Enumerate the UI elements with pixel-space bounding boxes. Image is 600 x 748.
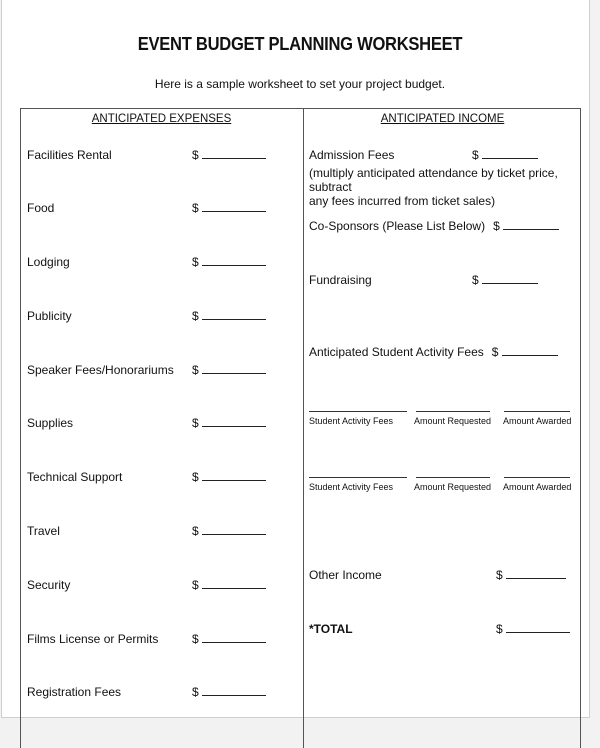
expense-amount-field[interactable] [192, 363, 266, 377]
fee-label: Student Activity Fees [309, 416, 394, 426]
cosponsors-label: Co-Sponsors (Please List Below) [309, 219, 486, 233]
document-title: EVENT BUDGET PLANNING WORKSHEET [137, 34, 463, 54]
expenses-header: ANTICIPATED EXPENSES [91, 113, 232, 125]
dollar-sign: $ [192, 309, 199, 323]
dollar-sign: $ [472, 148, 479, 162]
fee-line-1b[interactable] [416, 411, 490, 412]
expense-amount-field[interactable] [192, 632, 266, 646]
admission-note [309, 166, 577, 208]
expense-label: Registration Fees [27, 685, 122, 699]
fee-label: Amount Awarded [503, 482, 572, 492]
dollar-sign: $ [192, 148, 199, 162]
dollar-sign: $ [192, 255, 199, 269]
expense-amount-field[interactable] [192, 470, 266, 484]
income-header: ANTICIPATED INCOME [380, 113, 505, 125]
expense-amount-field[interactable] [192, 201, 266, 215]
expense-amount-field[interactable] [192, 524, 266, 538]
dollar-sign: $ [192, 363, 199, 377]
total-label: *TOTAL [309, 622, 353, 636]
student-activity-row [309, 345, 558, 359]
dollar-sign: $ [192, 416, 199, 430]
fee-line-1a[interactable] [309, 411, 407, 412]
dollar-sign: $ [491, 345, 499, 359]
column-divider [303, 108, 304, 748]
expense-amount-field[interactable] [192, 416, 266, 430]
admission-fees-label: Admission Fees [309, 148, 395, 162]
expense-label: Technical Support [27, 470, 123, 484]
fee-line-2c[interactable] [504, 477, 570, 478]
expense-label: Travel [27, 524, 60, 538]
dollar-sign: $ [192, 578, 199, 592]
fee-label: Amount Requested [414, 416, 492, 426]
dollar-sign: $ [496, 568, 503, 582]
expense-label: Facilities Rental [27, 148, 112, 162]
expense-label: Security [27, 578, 71, 592]
other-income-label: Other Income [309, 568, 382, 582]
expense-label: Speaker Fees/Honorariums [27, 363, 174, 377]
other-income-field[interactable] [496, 568, 566, 582]
student-activity-label: Anticipated Student Activity Fees [309, 345, 484, 359]
fee-line-1c[interactable] [504, 411, 570, 412]
student-activity-field[interactable] [492, 345, 558, 359]
fundraising-label: Fundraising [309, 273, 372, 287]
cosponsors-field[interactable] [493, 219, 559, 233]
expense-amount-field[interactable] [192, 578, 266, 592]
expense-amount-field[interactable] [192, 148, 266, 162]
dollar-sign: $ [493, 219, 500, 233]
document-subtitle: Here is a sample worksheet to set your project budget. [154, 77, 446, 91]
dollar-sign: $ [192, 470, 199, 484]
expense-amount-field[interactable] [192, 309, 266, 323]
fee-line-2b[interactable] [416, 477, 490, 478]
cosponsors-row [309, 219, 559, 233]
admission-fees-field[interactable] [472, 148, 538, 162]
admission-note-2: any fees incurred from ticket sales) [309, 194, 496, 208]
dollar-sign: $ [192, 524, 199, 538]
fee-label: Amount Awarded [503, 416, 572, 426]
expense-label: Lodging [27, 255, 70, 269]
dollar-sign: $ [192, 632, 199, 646]
expense-label: Publicity [27, 309, 72, 323]
expense-label: Supplies [27, 416, 74, 430]
dollar-sign: $ [472, 273, 479, 287]
dollar-sign: $ [192, 201, 199, 215]
fee-label: Student Activity Fees [309, 482, 394, 492]
expense-label: Films License or Permits [27, 632, 159, 646]
expense-amount-field[interactable] [192, 255, 266, 269]
admission-note-1: (multiply anticipated attendance by ticket price, subtract [309, 166, 558, 194]
total-field[interactable] [496, 622, 570, 636]
fee-label: Amount Requested [414, 482, 492, 492]
fee-line-2a[interactable] [309, 477, 407, 478]
fundraising-field[interactable] [472, 273, 538, 287]
expense-amount-field[interactable] [192, 685, 266, 699]
expense-label: Food [27, 201, 55, 215]
dollar-sign: $ [496, 622, 503, 636]
dollar-sign: $ [192, 685, 199, 699]
